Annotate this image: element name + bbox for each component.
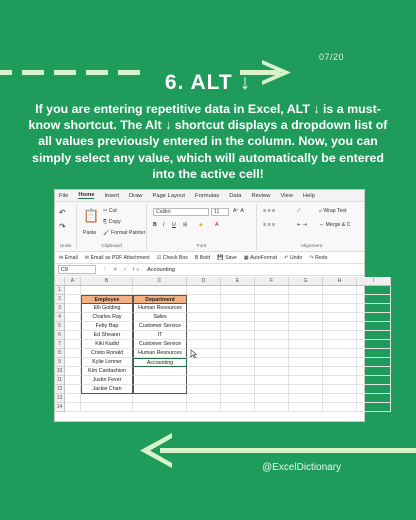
menu-item-page-layout[interactable]: Page Layout: [152, 192, 186, 199]
toolbar-label: Email as PDF Attachment: [90, 254, 150, 261]
cell[interactable]: [289, 331, 323, 340]
cell[interactable]: [289, 340, 323, 349]
row-header[interactable]: 7: [55, 340, 65, 349]
toolbar-label: Redo: [315, 254, 328, 261]
column-header[interactable]: F: [255, 277, 289, 286]
cell[interactable]: [81, 394, 133, 403]
toolbar-autoformat-icon: ▦: [243, 254, 250, 261]
menu-item-data[interactable]: Data: [229, 192, 242, 199]
cell[interactable]: [255, 340, 289, 349]
cell[interactable]: [221, 394, 255, 403]
department-cell[interactable]: Sales: [133, 313, 187, 322]
cell[interactable]: [323, 349, 357, 358]
department-cell[interactable]: IT: [133, 331, 187, 340]
employee-cell[interactable]: Ed Shearer: [81, 331, 133, 340]
paste-button[interactable]: Paste: [83, 230, 97, 236]
toolbar-label: Undo: [289, 254, 303, 261]
undo-icon[interactable]: ↶: [59, 208, 66, 217]
toolbar-email-icon: ✉: [59, 254, 65, 261]
excel-screenshot: [54, 189, 375, 422]
employee-cell[interactable]: Fetty Bap: [81, 322, 133, 331]
cell[interactable]: [357, 295, 391, 304]
column-header[interactable]: B: [81, 277, 133, 286]
quick-access-toolbar: [55, 252, 364, 264]
cell[interactable]: [255, 313, 289, 322]
clipboard-label: Clipboard: [101, 244, 122, 249]
undo-group-label: Undo: [59, 244, 72, 249]
cell[interactable]: [289, 295, 323, 304]
menu-item-file[interactable]: File: [59, 192, 69, 199]
cell[interactable]: [187, 403, 221, 412]
row-header[interactable]: 3: [55, 304, 65, 313]
employee-cell[interactable]: Kiki Kadid: [81, 340, 133, 349]
toolbar-label: Email: [64, 254, 78, 261]
employee-header[interactable]: Employee: [81, 295, 133, 304]
employee-cell[interactable]: Kylie Lenner: [81, 358, 133, 367]
toolbar-undo-icon: ↶: [284, 254, 290, 261]
menu-item-review[interactable]: Review: [251, 192, 271, 199]
cell[interactable]: [81, 286, 133, 295]
cell[interactable]: [323, 295, 357, 304]
copy-button[interactable]: ⎘ Copy: [103, 219, 121, 225]
row-header[interactable]: 1: [55, 286, 65, 295]
cell[interactable]: [255, 403, 289, 412]
cell[interactable]: [357, 313, 391, 322]
cell[interactable]: [323, 331, 357, 340]
name-box[interactable]: C9: [58, 265, 96, 274]
merge-center-label: Merge & C: [325, 222, 351, 228]
cell[interactable]: [221, 376, 255, 385]
font-name-select[interactable]: Calibri: [153, 208, 209, 216]
cell[interactable]: [65, 331, 81, 340]
cell[interactable]: [221, 286, 255, 295]
cell[interactable]: [323, 304, 357, 313]
cell[interactable]: [289, 367, 323, 376]
cell[interactable]: [357, 331, 391, 340]
cell[interactable]: [357, 403, 391, 412]
cell[interactable]: [357, 358, 391, 367]
department-cell[interactable]: Customer Service: [133, 340, 187, 349]
cell[interactable]: [255, 331, 289, 340]
cell[interactable]: [133, 367, 187, 376]
cell[interactable]: [221, 313, 255, 322]
italic-icon[interactable]: I: [163, 222, 165, 228]
cell[interactable]: [357, 349, 391, 358]
copy-label: Copy: [108, 219, 121, 225]
employee-cell[interactable]: Charles Ray: [81, 313, 133, 322]
cell[interactable]: [187, 322, 221, 331]
cell[interactable]: [187, 394, 221, 403]
formula-bar: [55, 264, 364, 276]
cell[interactable]: [289, 349, 323, 358]
cell[interactable]: [357, 394, 391, 403]
cell[interactable]: [323, 403, 357, 412]
cell[interactable]: [65, 367, 81, 376]
page-number: 07/20: [318, 52, 344, 62]
toolbar-check-box-icon: ☑: [156, 254, 163, 261]
employee-cell[interactable]: Kim Cardashion: [81, 367, 133, 376]
column-header[interactable]: D: [187, 277, 221, 286]
row-header[interactable]: 8: [55, 349, 65, 358]
cell[interactable]: [65, 403, 81, 412]
cell[interactable]: [65, 376, 81, 385]
cell[interactable]: [221, 295, 255, 304]
cell[interactable]: [187, 367, 221, 376]
row-header[interactable]: 12: [55, 385, 65, 394]
undo-group: [55, 204, 77, 250]
arrow-left-icon: [0, 433, 416, 473]
cell[interactable]: [289, 304, 323, 313]
cell[interactable]: [221, 331, 255, 340]
cell[interactable]: [289, 358, 323, 367]
active-cell[interactable]: Accounting: [133, 358, 187, 367]
toolbar-save[interactable]: [217, 255, 237, 261]
wrap-text-label: Wrap Text: [323, 208, 347, 214]
fill-color-icon[interactable]: ◈: [199, 222, 203, 228]
cell[interactable]: [357, 340, 391, 349]
cell[interactable]: [357, 322, 391, 331]
cell[interactable]: [255, 367, 289, 376]
employee-cell[interactable]: Cristo Ronald: [81, 349, 133, 358]
ribbon: [55, 202, 364, 252]
department-header[interactable]: Department: [133, 295, 187, 304]
alignment-group: [257, 204, 366, 250]
toolbar-undo[interactable]: [284, 255, 302, 261]
cell[interactable]: [221, 367, 255, 376]
description-text: If you are entering repetitive data in Excel, ALT ↓ is a must-know shortcut. The Alt ↓ shortcut displays a dropdown list of all values previously entered in the column. Now, you can simply select any value, which will automatically be entered into the active cell!: [28, 102, 388, 181]
cell[interactable]: [357, 286, 391, 295]
cell[interactable]: [323, 376, 357, 385]
cell[interactable]: [65, 385, 81, 394]
cell[interactable]: [323, 385, 357, 394]
toolbar-bold[interactable]: [195, 255, 210, 261]
column-header[interactable]: G: [289, 277, 323, 286]
department-cell[interactable]: Customer Service: [133, 322, 187, 331]
employee-cell[interactable]: Jackie Chan: [81, 385, 133, 394]
column-header[interactable]: E: [221, 277, 255, 286]
cell[interactable]: [289, 376, 323, 385]
cell[interactable]: [323, 322, 357, 331]
cell[interactable]: [323, 340, 357, 349]
font-group: [147, 204, 257, 250]
toolbar-label: Save: [225, 254, 237, 261]
row-header[interactable]: 11: [55, 376, 65, 385]
select-all-corner[interactable]: [55, 277, 65, 286]
cell[interactable]: [65, 358, 81, 367]
column-header[interactable]: A: [65, 277, 81, 286]
indent-icon[interactable]: ⇤ ⇥: [297, 222, 308, 228]
toolbar-email-as-pdf-attachment-icon: ✉: [84, 254, 91, 261]
cell[interactable]: [133, 394, 187, 403]
toolbar-bold-icon: B: [194, 254, 200, 261]
cell[interactable]: [323, 313, 357, 322]
row-header[interactable]: 10: [55, 367, 65, 376]
cell[interactable]: [133, 376, 187, 385]
cell[interactable]: [187, 340, 221, 349]
font-size-select[interactable]: 11: [211, 208, 229, 216]
font-color-icon[interactable]: A: [215, 222, 219, 228]
menu-item-help[interactable]: Help: [302, 192, 315, 199]
toolbar-email[interactable]: [59, 255, 78, 261]
cut-label: Cut: [108, 208, 117, 214]
fx-icon[interactable]: ⋮ ✕ ✓ fx: [102, 266, 142, 273]
align-left-icon[interactable]: ≡ ≡ ≡: [263, 222, 275, 228]
cell[interactable]: [289, 322, 323, 331]
cell[interactable]: [187, 358, 221, 367]
increase-font-icon[interactable]: A⁺ A⁻: [233, 208, 247, 214]
format-painter-label: Format Painter: [111, 230, 146, 236]
menu-item-draw[interactable]: Draw: [128, 192, 143, 199]
column-header[interactable]: I: [357, 277, 391, 286]
cell[interactable]: [255, 304, 289, 313]
cell[interactable]: [65, 322, 81, 331]
menu-item-view[interactable]: View: [280, 192, 293, 199]
row-header[interactable]: 13: [55, 394, 65, 403]
row-header[interactable]: 14: [55, 403, 65, 412]
row-header[interactable]: 4: [55, 313, 65, 322]
department-cell[interactable]: Human Resources: [133, 304, 187, 313]
font-label: Font: [196, 244, 207, 249]
clipboard-group: [77, 204, 147, 250]
cell[interactable]: [81, 403, 133, 412]
cell[interactable]: [221, 340, 255, 349]
borders-icon[interactable]: ⊞: [183, 222, 188, 228]
row-header[interactable]: 2: [55, 295, 65, 304]
cell[interactable]: [133, 385, 187, 394]
paste-icon[interactable]: 📋: [83, 208, 100, 223]
menu-item-home[interactable]: Home: [78, 192, 95, 198]
cell[interactable]: [255, 394, 289, 403]
wrap-text-button[interactable]: ⤶ Wrap Text: [319, 208, 347, 214]
cell[interactable]: [323, 358, 357, 367]
cell[interactable]: [187, 385, 221, 394]
cell[interactable]: [65, 394, 81, 403]
bold-icon[interactable]: B: [153, 222, 157, 228]
column-header[interactable]: H: [323, 277, 357, 286]
toolbar-label: Check Box: [162, 254, 188, 261]
row-header[interactable]: 5: [55, 322, 65, 331]
formula-input[interactable]: Accounting: [147, 266, 175, 273]
cell[interactable]: [289, 286, 323, 295]
toolbar-save-icon: 💾: [217, 254, 226, 261]
cell[interactable]: [323, 286, 357, 295]
author-handle: @ExcelDictionary: [262, 462, 342, 473]
toolbar-redo-icon: ↷: [309, 254, 316, 261]
cell[interactable]: [187, 313, 221, 322]
cell[interactable]: [323, 367, 357, 376]
cell[interactable]: [221, 358, 255, 367]
mouse-cursor-icon: [191, 350, 197, 358]
alignment-label: Alignment: [300, 244, 323, 249]
cell[interactable]: [221, 403, 255, 412]
cell[interactable]: [323, 394, 357, 403]
cell[interactable]: [65, 349, 81, 358]
slide-title: 6. ALT ↓: [164, 71, 252, 94]
format-painter-button[interactable]: 🖌 Format Painter: [103, 230, 146, 236]
toolbar-check-box[interactable]: [157, 255, 188, 261]
toolbar-label: Bold: [199, 254, 211, 261]
toolbar-label: AutoFormat: [249, 254, 278, 261]
cell[interactable]: [255, 349, 289, 358]
cell[interactable]: [187, 304, 221, 313]
column-header[interactable]: C: [133, 277, 187, 286]
row-header[interactable]: 6: [55, 331, 65, 340]
employee-cell[interactable]: Elli Golding: [81, 304, 133, 313]
menu-item-formulas[interactable]: Formulas: [195, 192, 220, 199]
toolbar-email-as-pdf-attachment[interactable]: [85, 255, 150, 261]
cell[interactable]: [289, 394, 323, 403]
employee-cell[interactable]: Justin Fever: [81, 376, 133, 385]
cell[interactable]: [65, 340, 81, 349]
cell[interactable]: [357, 385, 391, 394]
cell[interactable]: [65, 304, 81, 313]
cell[interactable]: [221, 304, 255, 313]
underline-icon[interactable]: U: [172, 222, 176, 228]
cell[interactable]: [221, 322, 255, 331]
orientation-icon[interactable]: ⟋: [297, 208, 301, 214]
cell[interactable]: [65, 313, 81, 322]
cell[interactable]: [357, 376, 391, 385]
department-cell[interactable]: Human Resources: [133, 349, 187, 358]
cell[interactable]: [357, 367, 391, 376]
cell[interactable]: [255, 376, 289, 385]
cell[interactable]: [357, 304, 391, 313]
cell[interactable]: [255, 385, 289, 394]
cell[interactable]: [187, 295, 221, 304]
row-header[interactable]: 9: [55, 358, 65, 367]
cell[interactable]: [255, 286, 289, 295]
cell[interactable]: [255, 295, 289, 304]
cell[interactable]: [221, 349, 255, 358]
cut-button[interactable]: ✂ Cut: [103, 208, 117, 214]
cell[interactable]: [65, 295, 81, 304]
cell[interactable]: [255, 358, 289, 367]
align-top-icon[interactable]: ≡ ≡ ≡: [263, 208, 275, 214]
toolbar-autoformat[interactable]: [244, 255, 277, 261]
cell[interactable]: [187, 376, 221, 385]
cell[interactable]: [289, 385, 323, 394]
menu-item-insert[interactable]: Insert: [104, 192, 119, 199]
cell[interactable]: [289, 403, 323, 412]
cell[interactable]: [187, 286, 221, 295]
menu-bar: [55, 190, 364, 202]
toolbar-redo[interactable]: [309, 255, 327, 261]
redo-icon[interactable]: ↷: [59, 222, 66, 231]
merge-center-button[interactable]: ⇔ Merge & C: [319, 222, 351, 228]
cell[interactable]: [221, 385, 255, 394]
cell[interactable]: [255, 322, 289, 331]
cell[interactable]: [133, 403, 187, 412]
cell[interactable]: [289, 313, 323, 322]
cell[interactable]: [133, 286, 187, 295]
cell[interactable]: [65, 286, 81, 295]
cell[interactable]: [187, 331, 221, 340]
